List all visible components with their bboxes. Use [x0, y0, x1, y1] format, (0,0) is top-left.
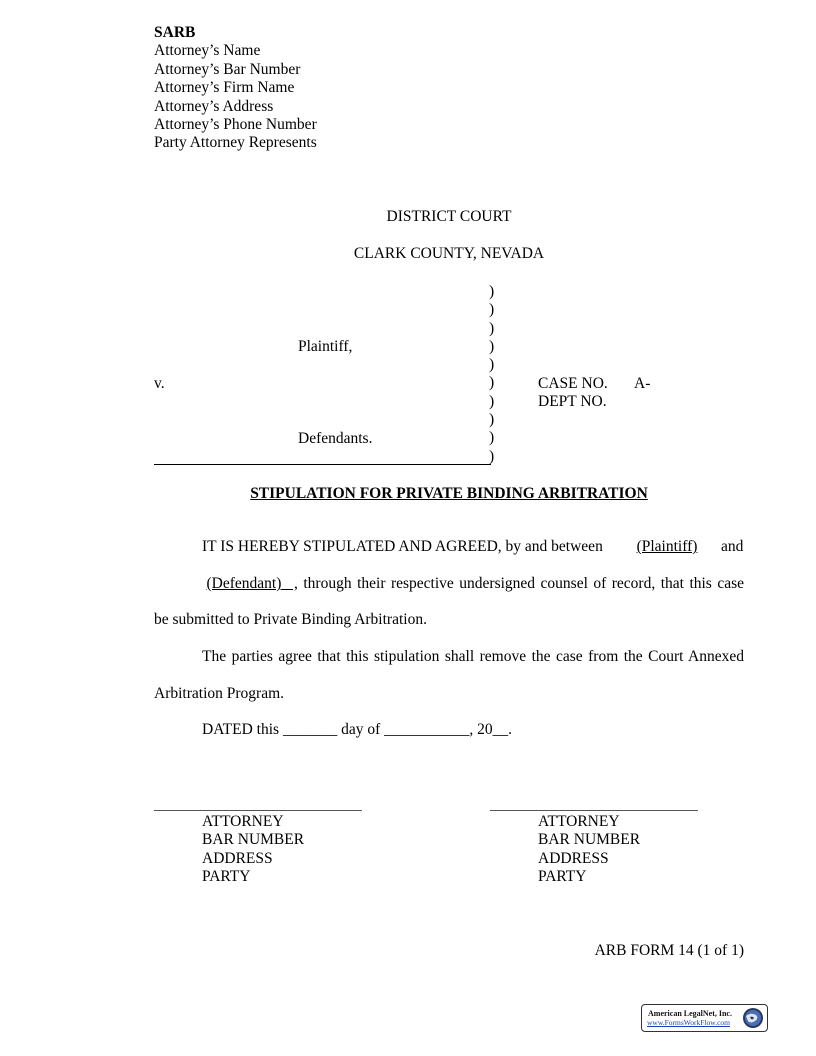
- globe-icon: [742, 1007, 764, 1029]
- dated-line: DATED this _______ day of ___________, 20__.: [202, 721, 512, 738]
- attorney-address: Attorney’s Address: [154, 97, 274, 115]
- signature-line-right: [490, 810, 698, 811]
- body-line-2-rest: , through their respective undersigned counsel of record, that this case: [294, 575, 744, 592]
- form-code: SARB: [154, 24, 196, 41]
- case-no-label: CASE NO.: [538, 375, 608, 392]
- and-word: and: [721, 538, 744, 555]
- sig-bar-number: BAR NUMBER: [538, 831, 641, 849]
- plaintiff-label: Plaintiff,: [298, 338, 353, 355]
- sig-party: PARTY: [538, 867, 587, 885]
- attorney-firm-name: Attorney’s Firm Name: [154, 79, 295, 97]
- attorney-phone: Attorney’s Phone Number: [154, 116, 317, 134]
- defendant-blank: [154, 575, 293, 593]
- caption-parentheses: [489, 283, 494, 466]
- paren: ): [489, 301, 495, 319]
- defendants-label: Defendants.: [298, 430, 373, 447]
- paren: ): [489, 374, 495, 392]
- attorney-bar-number: Attorney’s Bar Number: [154, 60, 301, 78]
- body-line-4: The parties agree that this stipulation shall remove the case from the Court Annexed: [202, 648, 744, 665]
- attorney-header: [154, 24, 317, 153]
- party-represented: Party Attorney Represents: [154, 134, 317, 152]
- defendant-blank-text: (Defendant): [206, 575, 282, 592]
- court-name: DISTRICT COURT: [386, 208, 512, 225]
- paren: ): [489, 447, 495, 465]
- document-title: STIPULATION FOR PRIVATE BINDING ARBITRATION: [250, 485, 648, 502]
- paren: ): [489, 356, 495, 374]
- dept-no-label: DEPT NO.: [538, 393, 607, 410]
- signature-line-left: [154, 810, 362, 811]
- legalnet-logo[interactable]: [641, 1004, 768, 1032]
- caption-underline: [154, 464, 491, 465]
- stipulation-intro: IT IS HEREBY STIPULATED AND AGREED, by and between: [202, 538, 603, 555]
- sig-bar-number: BAR NUMBER: [202, 831, 305, 849]
- body-line-5: Arbitration Program.: [154, 685, 285, 702]
- paren: ): [489, 319, 495, 337]
- paren: ): [489, 337, 495, 355]
- body-line-3: be submitted to Private Binding Arbitration.: [154, 611, 427, 628]
- signature-block-left: [202, 813, 304, 886]
- logo-company: American LegalNet, Inc.: [648, 1009, 732, 1018]
- paren: ): [489, 283, 495, 300]
- paren: ): [489, 411, 495, 429]
- attorney-name: Attorney’s Name: [154, 42, 261, 60]
- paren: ): [489, 429, 495, 447]
- sig-attorney: ATTORNEY: [538, 813, 620, 830]
- form-footer: ARB FORM 14 (1 of 1): [594, 942, 744, 959]
- court-county: CLARK COUNTY, NEVADA: [353, 245, 545, 262]
- signature-block-right: [538, 813, 640, 886]
- sig-party: PARTY: [202, 867, 251, 885]
- sig-address: ADDRESS: [202, 849, 273, 867]
- case-no-value: A-: [634, 375, 651, 392]
- plaintiff-blank: (Plaintiff): [636, 538, 698, 555]
- versus-label: v.: [154, 375, 165, 392]
- body-line-1: [202, 538, 603, 556]
- paren: ): [489, 392, 495, 410]
- sig-attorney: ATTORNEY: [202, 813, 284, 830]
- sig-address: ADDRESS: [538, 849, 609, 867]
- logo-url[interactable]: www.FormsWorkFlow.com: [647, 1018, 731, 1027]
